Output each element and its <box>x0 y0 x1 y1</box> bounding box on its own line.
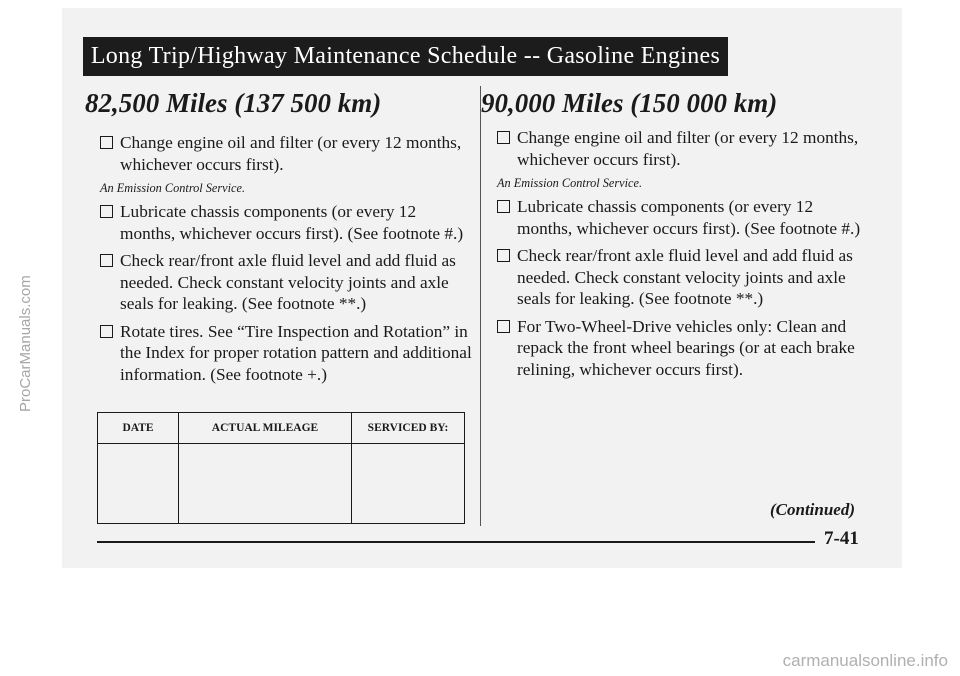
column-divider <box>480 86 481 526</box>
item-text: Lubricate chassis components (or every 12 months, whichever occurs first). (See footnote #.) <box>517 197 861 238</box>
item-text: Check rear/front axle fluid level and add fluid as needed. Check constant velocity joints and axle seals for leaking. (See footnote **.) <box>517 246 853 308</box>
date-cell[interactable] <box>98 444 179 524</box>
emission-note: An Emission Control Service. <box>100 181 246 195</box>
right-item-wheel-bearings <box>497 316 867 381</box>
table-header-serviced-by: SERVICED BY: <box>352 413 465 444</box>
item-text: Change engine oil and filter (or every 12 months, whichever occurs first). <box>120 133 462 174</box>
table-row <box>98 444 465 524</box>
footer-site-link[interactable]: carmanualsonline.info <box>782 651 948 670</box>
item-text: For Two-Wheel-Drive vehicles only: Clean and repack the front wheel bearings (or at each brake relining, whichever occurs first). <box>517 316 855 379</box>
checkbox-icon <box>100 254 113 267</box>
checkbox-icon <box>497 200 510 213</box>
item-text: Check rear/front axle fluid level and add fluid as needed. Check constant velocity joints and axle seals for leaking. (See footnote **.) <box>120 251 456 313</box>
item-text: Rotate tires. See “Tire Inspection and Rotation” in the Index for proper rotation pattern and additional information. (See footnote +.) <box>120 321 472 384</box>
footer-rule <box>97 541 815 543</box>
table-header-row <box>98 413 465 444</box>
checkbox-icon <box>100 205 113 218</box>
serviced-by-cell[interactable] <box>352 444 465 524</box>
watermark-text: ProCarManuals.com <box>17 275 34 412</box>
left-item-lubricate <box>100 201 472 244</box>
right-column-title: 90,000 Miles (150 000 km) <box>481 88 778 118</box>
right-item-axle <box>497 245 867 310</box>
checkbox-icon <box>100 325 113 338</box>
table-header-date: DATE <box>98 413 179 444</box>
continued-label: (Continued) <box>770 500 856 519</box>
side-watermark <box>0 0 34 420</box>
left-items <box>100 132 472 385</box>
item-text: Lubricate chassis components (or every 12 months, whichever occurs first). (See footnote #.) <box>120 202 464 243</box>
left-item-axle <box>100 250 472 315</box>
left-item-oil <box>100 132 472 175</box>
right-items <box>497 127 867 380</box>
right-item-lubricate <box>497 196 867 239</box>
checkbox-icon <box>497 131 510 144</box>
left-item-rotate <box>100 321 472 386</box>
table-header-mileage: ACTUAL MILEAGE <box>179 413 352 444</box>
section-banner: Long Trip/Highway Maintenance Schedule -- Gasoline Engines <box>83 37 728 76</box>
right-item-oil <box>497 127 867 170</box>
checkbox-icon <box>100 136 113 149</box>
service-log-table <box>97 412 465 524</box>
mileage-cell[interactable] <box>179 444 352 524</box>
emission-note: An Emission Control Service. <box>497 176 643 190</box>
checkbox-icon <box>497 320 510 333</box>
checkbox-icon <box>497 249 510 262</box>
page-number: 7-41 <box>824 528 859 549</box>
left-column-title: 82,500 Miles (137 500 km) <box>85 88 382 118</box>
item-text: Change engine oil and filter (or every 12 months, whichever occurs first). <box>517 128 859 169</box>
